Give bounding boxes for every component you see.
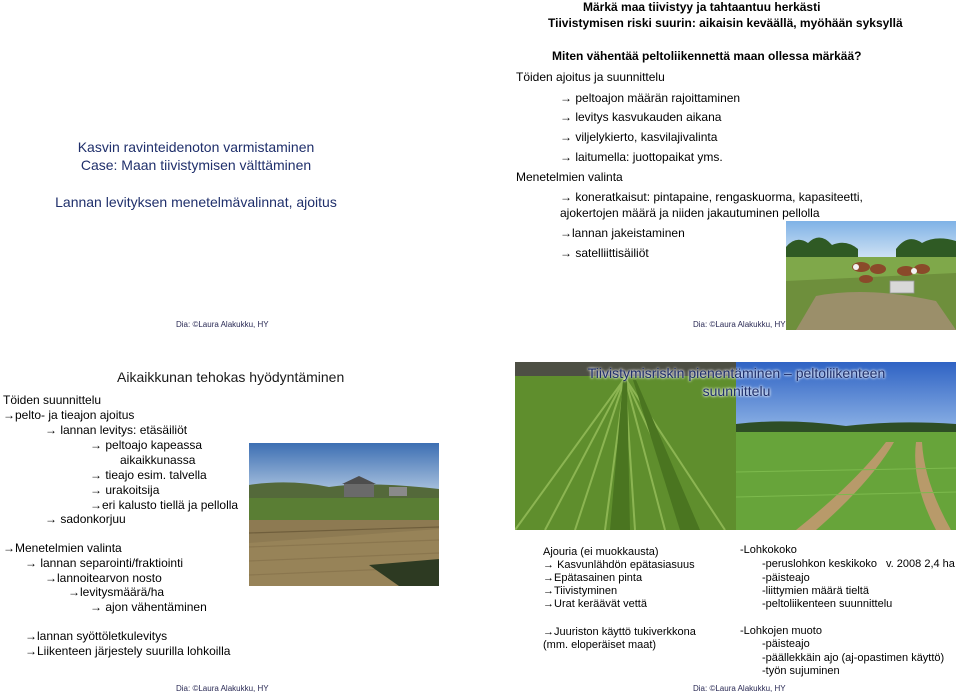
slide4-right-head-2: -Lohkojen muoto — [740, 625, 822, 637]
slide4-left-head: Ajouria (ei muokkausta) — [543, 546, 659, 558]
arrow-icon: → — [560, 190, 572, 204]
arrow-icon: → — [3, 541, 15, 555]
arrow-icon: → — [90, 468, 102, 482]
slide1-credit: Dia: ©Laura Alakukku, HY — [176, 320, 269, 329]
arrow-icon: → — [45, 571, 57, 585]
slide2-item-2: → levitys kasvukauden aikana — [560, 110, 722, 124]
slide3-line-3: → peltoajo kapeassa — [90, 438, 203, 452]
cattle-pasture-photo — [786, 221, 956, 330]
arrow-icon: → — [25, 556, 37, 570]
slide2-item-3: → viljelykierto, kasvilajivalinta — [560, 130, 718, 144]
slide4-credit: Dia: ©Laura Alakukku, HY — [693, 684, 786, 693]
slide4-left-item-4: →Urat keräävät vettä — [543, 598, 647, 610]
slide3-line-5: → tieajo esim. talvella — [90, 468, 207, 482]
slide2-question: Miten vähentää peltoliikennettä maan ollessa märkää? — [552, 49, 862, 63]
slide3-line-7: →eri kalusto tiellä ja pellolla — [90, 498, 239, 512]
arrow-icon: → — [543, 585, 554, 597]
arrow-icon: → — [45, 423, 57, 437]
slide2-item-satellite: → satelliittisäiliöt — [560, 246, 649, 260]
slide3-section-methods: →Menetelmien valinta — [3, 541, 122, 555]
slide3-title: Aikaikkunan tehokas hyödyntäminen — [117, 369, 345, 385]
arrow-icon: → — [90, 498, 102, 512]
slide3-hose: →lannan syöttöletkulevitys — [25, 629, 168, 643]
slide4-left-item-2: →Epätasainen pinta — [543, 572, 643, 584]
slide3-traffic: →Liikenteen järjestely suurilla lohkoilla — [25, 644, 231, 658]
arrow-icon: → — [25, 644, 37, 658]
arrow-icon: → — [560, 246, 572, 260]
slide3-line-8: → sadonkorjuu — [45, 512, 126, 526]
slide3-line-4: aikaikkunassa — [120, 453, 196, 467]
slide4-right-item-1: -peruslohkon keskikoko — [762, 558, 877, 570]
slide3-line-1: →pelto- ja tieajon ajoitus — [3, 408, 135, 422]
slide2-credit: Dia: ©Laura Alakukku, HY — [693, 320, 786, 329]
slide4-right-head-1: -Lohkokoko — [740, 544, 797, 556]
slide1-title-line1: Kasvin ravinteidenoton varmistaminen — [77, 139, 315, 155]
slide3-method-2: →lannoitearvon nosto — [45, 571, 162, 585]
slide3-method-4: → ajon vähentäminen — [90, 600, 207, 614]
arrow-icon: → — [45, 512, 57, 526]
slide3-section-planning: Töiden suunnittelu — [3, 393, 102, 407]
arrow-icon: → — [90, 483, 102, 497]
slide4-right-item-5: -päisteajo — [762, 638, 810, 650]
slide4-left-item-3: →Tiivistyminen — [543, 585, 618, 597]
slide4-right-item-6: -päällekkäin ajo (aj-opastimen käyttö) — [762, 652, 945, 664]
slide2-item-1: → peltoajon määrän rajoittaminen — [560, 91, 741, 105]
slide2-item-machines-cont: ajokertojen määrä ja niiden jakautuminen pellolla — [560, 206, 820, 220]
slide4-right-item-3: -liittymien määrä tieltä — [762, 585, 869, 597]
slide4-right-item-7: -työn sujuminen — [762, 665, 840, 677]
arrow-icon: → — [560, 130, 572, 144]
arrow-icon: → — [543, 559, 554, 571]
arrow-icon: → — [543, 598, 554, 610]
arrow-icon: → — [560, 110, 572, 124]
slide2-heading-1: Märkä maa tiivistyy ja tahtaantuu herkästi — [583, 0, 821, 14]
slide4-title-line1: Tiivistymisriskin pienentäminen – peltoliikenteen — [587, 365, 886, 381]
slide4-title-line2: suunnittelu — [702, 383, 771, 399]
slide3-credit: Dia: ©Laura Alakukku, HY — [176, 684, 269, 693]
arrow-icon: → — [543, 626, 554, 638]
slide4-right-item-4: -peltoliikenteen suunnittelu — [762, 598, 893, 610]
slide3-method-3: →levitysmäärä/ha — [68, 585, 165, 599]
arrow-icon: → — [68, 585, 80, 599]
slide3-line-6: → urakoitsija — [90, 483, 160, 497]
arrow-icon: → — [560, 91, 572, 105]
slide1-title-line2: Case: Maan tiivistymisen välttäminen — [80, 157, 312, 173]
slide4-roots-note: (mm. eloperäiset maat) — [543, 639, 657, 651]
slide3-line-2: → lannan levitys: etäsäiliöt — [45, 423, 188, 437]
slide2-heading-2: Tiivistymisen riski suurin: aikaisin keväällä, myöhään syksyllä — [548, 16, 903, 30]
slide4-right-note: v. 2008 2,4 ha — [886, 558, 955, 570]
arrow-icon: → — [90, 600, 102, 614]
slide2-item-machines: → koneratkaisut: pintapaine, rengaskuorma, kapasiteetti, — [560, 190, 863, 204]
slide4-right-item-2: -päisteajo — [762, 572, 810, 584]
slide2-item-fraction: →lannan jakeistaminen — [560, 226, 685, 240]
slide2-section-methods: Menetelmien valinta — [516, 170, 623, 184]
arrow-icon: → — [560, 226, 572, 240]
slide3-method-1: → lannan separointi/fraktiointi — [25, 556, 184, 570]
arrow-icon: → — [3, 408, 15, 422]
slide1-subtitle: Lannan levityksen menetelmävalinnat, ajoitus — [55, 194, 337, 210]
slide2-item-4: → laitumella: juottopaikat yms. — [560, 150, 723, 164]
slide4-left-item-1: → Kasvunlähdön epätasiasuus — [543, 559, 695, 571]
arrow-icon: → — [25, 629, 37, 643]
slide2-section-timing: Töiden ajoitus ja suunnittelu — [516, 70, 665, 84]
arrow-icon: → — [90, 438, 102, 452]
slide4-roots: →Juuriston käyttö tukiverkkona — [543, 626, 696, 638]
arrow-icon: → — [543, 572, 554, 584]
farm-field-photo — [249, 443, 439, 586]
arrow-icon: → — [560, 150, 572, 164]
